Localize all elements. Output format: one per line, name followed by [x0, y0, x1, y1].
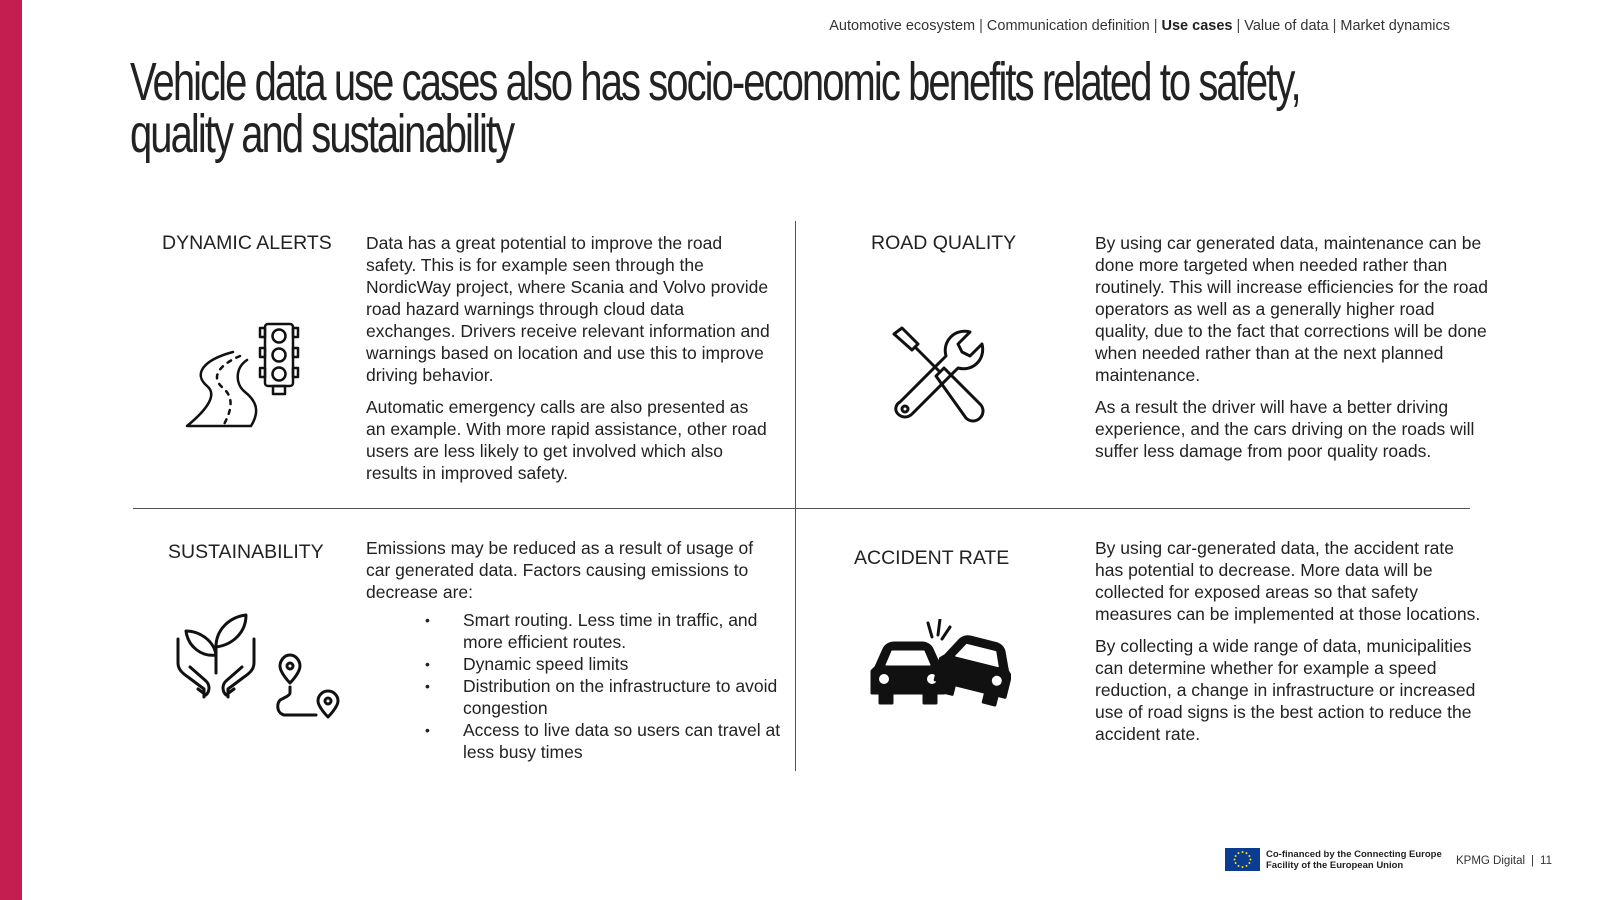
sustainability-label: SUSTAINABILITY	[168, 541, 324, 563]
eu-text-line1: Co-financed by the Connecting Europe	[1266, 848, 1442, 860]
breadcrumb-separator: |	[1332, 18, 1337, 34]
eu-flag-icon	[1225, 848, 1260, 871]
list-item: • Smart routing. Less time in traffic, and more efficient routes.	[366, 609, 781, 653]
hands-plant-route-icon	[174, 611, 344, 726]
accident-rate-label: ACCIDENT RATE	[854, 547, 1010, 569]
breadcrumb-item-communication-definition[interactable]: Communication definition	[986, 18, 1150, 34]
eu-cofinance-note	[1225, 848, 1442, 871]
breadcrumb-item-use-cases[interactable]: Use cases	[1161, 18, 1233, 34]
list-item: • Distribution on the infrastructure to avoid congestion	[366, 675, 781, 719]
breadcrumb-item-automotive-ecosystem[interactable]: Automotive ecosystem	[829, 18, 976, 34]
list-item: • Dynamic speed limits	[366, 653, 781, 675]
footer-separator: |	[1531, 855, 1535, 867]
breadcrumb-separator: |	[979, 18, 983, 34]
road-quality-text	[1095, 232, 1490, 472]
car-crash-icon	[866, 619, 1011, 711]
page-title-line2: quality and sustainability	[130, 104, 514, 164]
page-title-line1: Vehicle data use cases also has socio-economic benefits related to safety,	[130, 52, 1300, 112]
road-quality-label: ROAD QUALITY	[871, 232, 1017, 254]
road-traffic-light-icon	[183, 322, 303, 432]
list-item: • Access to live data so users can travel at less busy times	[366, 719, 781, 763]
accent-bar	[0, 0, 22, 900]
eu-text-line2: Facility of the European Union	[1266, 859, 1404, 871]
road-quality-paragraph-2: As a result the driver will have a better driving experience, and the cars driving on the roads will suffer less damage from poor quality roads.	[1095, 397, 1475, 461]
sustainability-text	[366, 537, 781, 763]
accident-rate-text	[1095, 537, 1485, 755]
accident-rate-paragraph-1: By using car-generated data, the accident rate has potential to decrease. More data will be collected for exposed areas so that safety measures can be implemented at those locations.	[1095, 538, 1481, 624]
horizontal-divider	[133, 508, 1470, 509]
sustainability-intro: Emissions may be reduced as a result of usage of car generated data. Factors causing emissions to decrease are:	[366, 538, 754, 602]
page-title	[130, 52, 1300, 164]
breadcrumb-separator: |	[1236, 18, 1241, 34]
sustainability-bullet-list	[366, 609, 781, 763]
page-number: 11	[1540, 855, 1552, 867]
footer-brand	[1456, 855, 1552, 867]
dynamic-alerts-label: DYNAMIC ALERTS	[162, 232, 332, 254]
dynamic-alerts-text	[366, 232, 772, 494]
brand-name: KPMG Digital	[1456, 855, 1526, 867]
breadcrumb-item-value-of-data[interactable]: Value of data	[1244, 18, 1329, 34]
road-quality-paragraph-1: By using car generated data, maintenance can be done more targeted when needed rather than routinely. This will increase efficiencies for the road operators as well as a generally higher road quality, due to the fact that corrections will be done when needed rather than at the next planned maintenance.	[1095, 233, 1488, 385]
vertical-divider	[795, 221, 796, 771]
breadcrumb-item-market-dynamics[interactable]: Market dynamics	[1340, 18, 1450, 34]
dynamic-alerts-paragraph-2: Automatic emergency calls are also presented as an example. With more rapid assistance, other road users are less likely to get involved which also results in improved safety.	[366, 397, 767, 483]
breadcrumb	[829, 18, 1450, 34]
dynamic-alerts-paragraph-1: Data has a great potential to improve the road safety. This is for example seen through the NordicWay project, where Scania and Volvo provide road hazard warnings through cloud data exchanges. Drivers receive relevant information and warnings based on location and use this to improve driving behavior.	[366, 233, 770, 385]
accident-rate-paragraph-2: By collecting a wide range of data, municipalities can determine whether for example a speed reduction, a change in infrastructure or increased use of road signs is the best action to reduce the accident rate.	[1095, 636, 1476, 744]
wrench-screwdriver-icon	[888, 324, 988, 424]
breadcrumb-separator: |	[1153, 18, 1158, 34]
